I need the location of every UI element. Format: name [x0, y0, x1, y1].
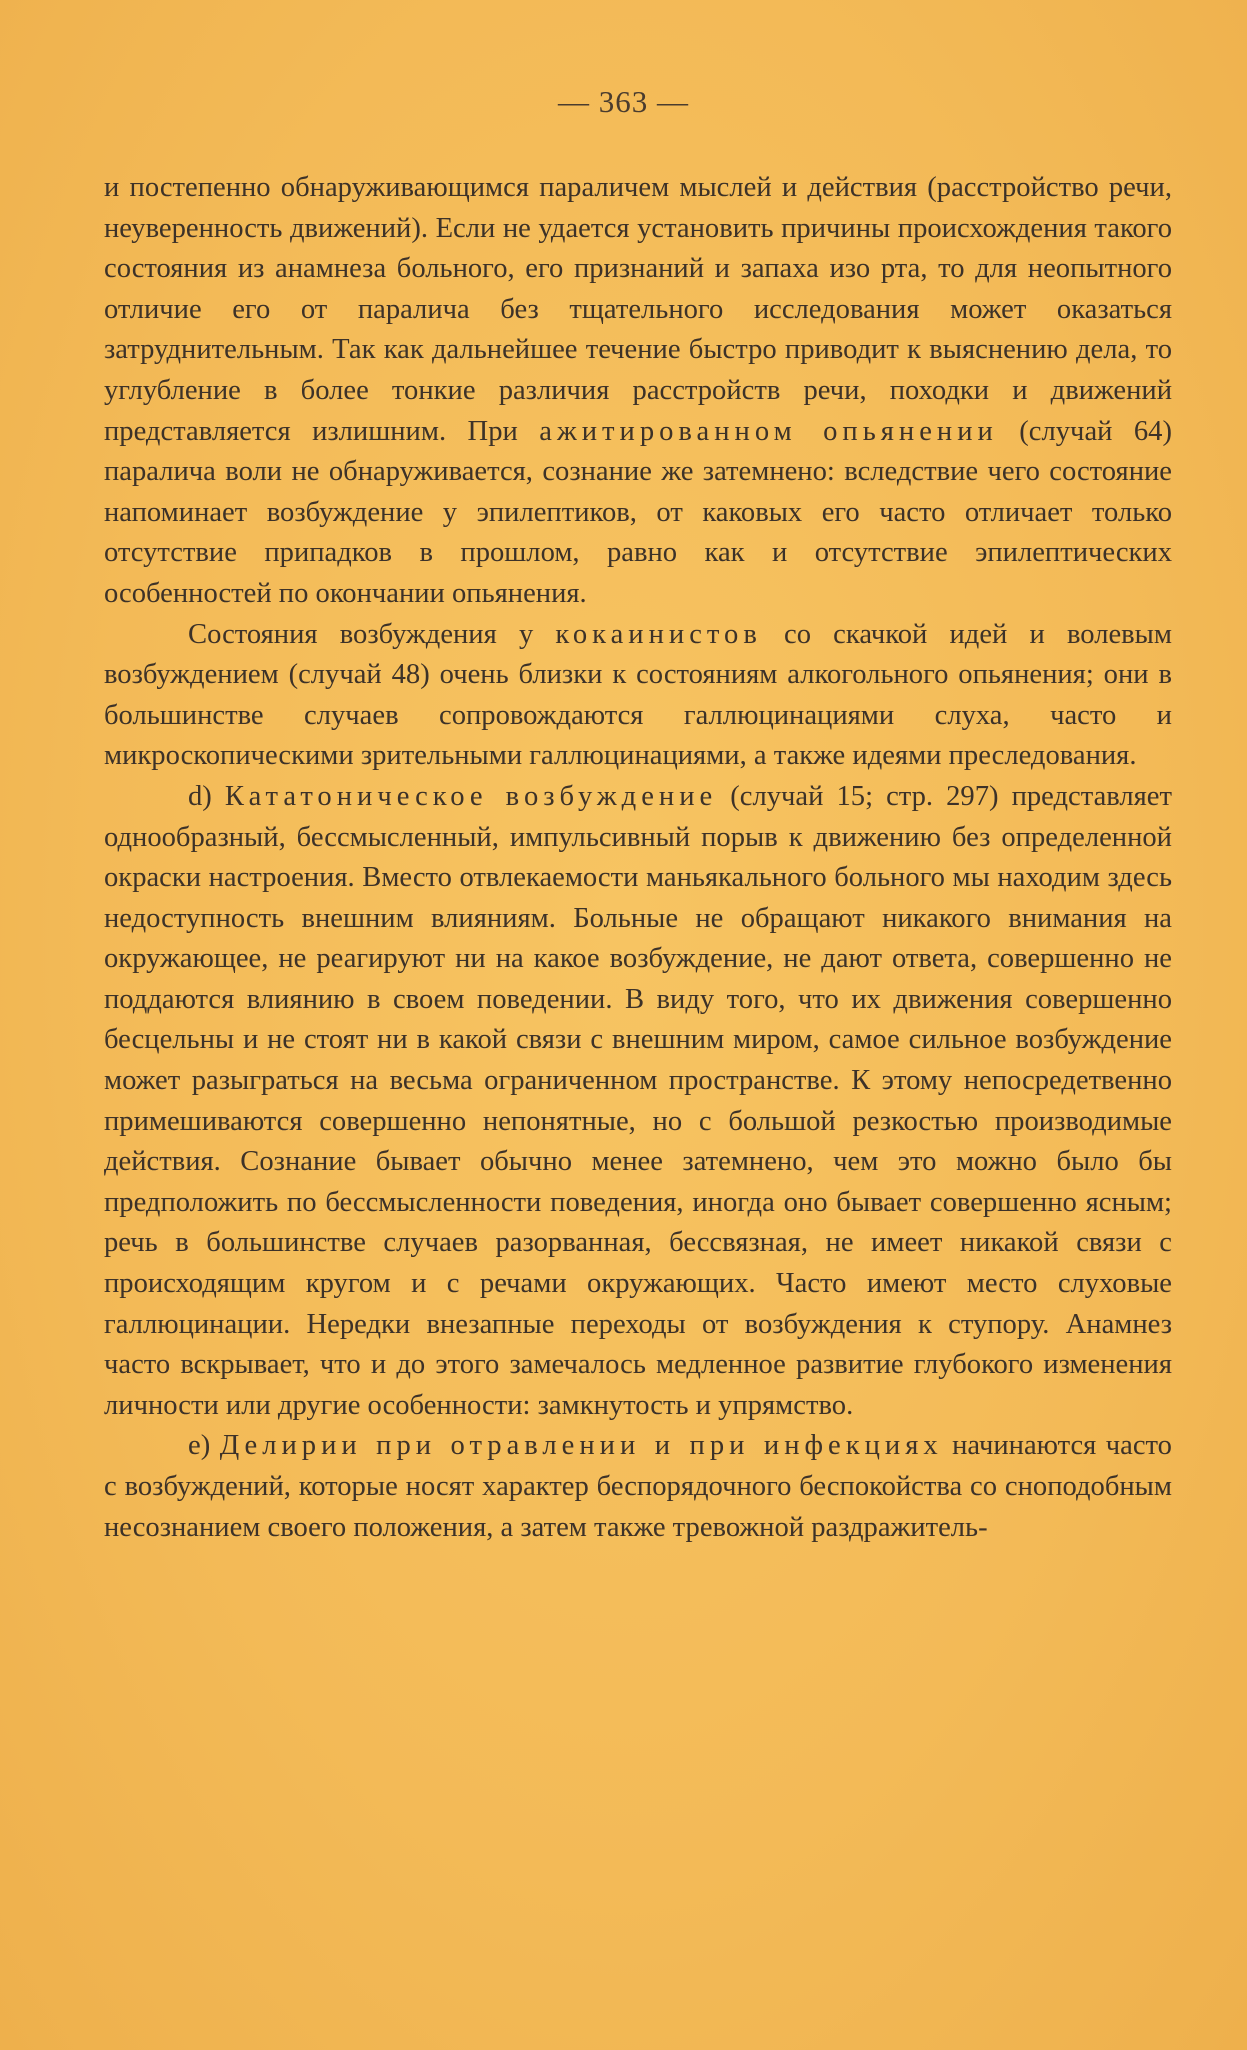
- text-run: Состояния возбуждения у: [188, 618, 556, 650]
- spaced-emphasis: кокаинистов: [555, 618, 762, 650]
- spaced-emphasis: Кататоническое возбуждение: [224, 780, 718, 812]
- text-run: начинаются часто с возбуждений, которые носят характер беспорядочного беспокойства со сноподобным несознанием своего положения, а затем также тревожной раздражитель-: [104, 1430, 1172, 1543]
- text-run: e): [188, 1430, 220, 1462]
- text-run: и постепенно обнаруживающимся параличем мыслей и действия (расстройство речи, неуверенность движений). Если не удается установить причины происхождения такого состояния из анамнеза больного, его признаний и запаха изо рта, то для неопытного отличие его от паралича без тщательного исследования может оказаться затруднительным. Так как дальнейшее течение быстро приводит к выяснению дела, то углубление в более тонкие различия расстройств речи, походки и движений представляется излишним. При: [104, 172, 1172, 447]
- text-run: (случай 64) паралича воли не обнаруживается, сознание же затемнено: вследствие чего состояние напоминает возбуждение у эпилептиков, от каковых его часто отличает только отсутствие припадков в прошлом, равно как и отсутствие эпилептических особенностей по окончании опьянения.: [104, 415, 1173, 609]
- text-run: d): [188, 780, 225, 812]
- spaced-emphasis: Делирии при отравлении и при инфекциях: [219, 1430, 943, 1462]
- paragraph: [104, 615, 1172, 777]
- page-number: — 363 —: [558, 84, 689, 119]
- spaced-emphasis: ажитированном опьянении: [539, 415, 998, 447]
- text-run: со скачкой идей и волевым возбуждением (случай 48) очень близки к состояниям алкогольного опьянения; они в большинстве случаев сопровождаются галлюцинациями слуха, часто и микроскопическими зрительными галлюцинациями, а также идеями преследования.: [104, 618, 1172, 772]
- paragraph: [104, 1426, 1172, 1548]
- text-run: (случай 15; стр. 297) представляет однообразный, бессмысленный, импульсивный порыв к движению без определенной окраски настроения. Вместо отвлекаемости маньякального больного мы находим здесь недоступность внешним влияниям. Больные не обращают никакого внимания на окружающее, не реагируют ни на какое возбуждение, не дают ответа, совершенно не поддаются влиянию в своем поведении. В виду того, что их движения совершенно бесцельны и не стоят ни в какой связи с внешним миром, самое сильное возбуждение может разыграться на весьма ограниченном пространстве. К этому непосредетвенно примешиваются совершенно непонятные, но с большой резкостью производимые действия. Сознание бывает обычно менее затемнено, чем это можно было бы предположить по бессмысленности поведения, иногда оно бывает совершенно ясным; речь в большинстве случаев разорванная, бессвязная, не имеет никакой связи с происходящим кругом и с речами окружающих. Часто имеют место слуховые галлюцинации. Нередки внезапные переходы от возбуждения к ступору. Анамнез часто вскрывает, что и до этого замечалось медленное развитие глубокого изменения личности или другие особенности: замкнутость и упрямство.: [104, 780, 1172, 1421]
- body-text: [104, 168, 1172, 1548]
- paragraph: [104, 777, 1172, 1427]
- paragraph: [104, 168, 1172, 615]
